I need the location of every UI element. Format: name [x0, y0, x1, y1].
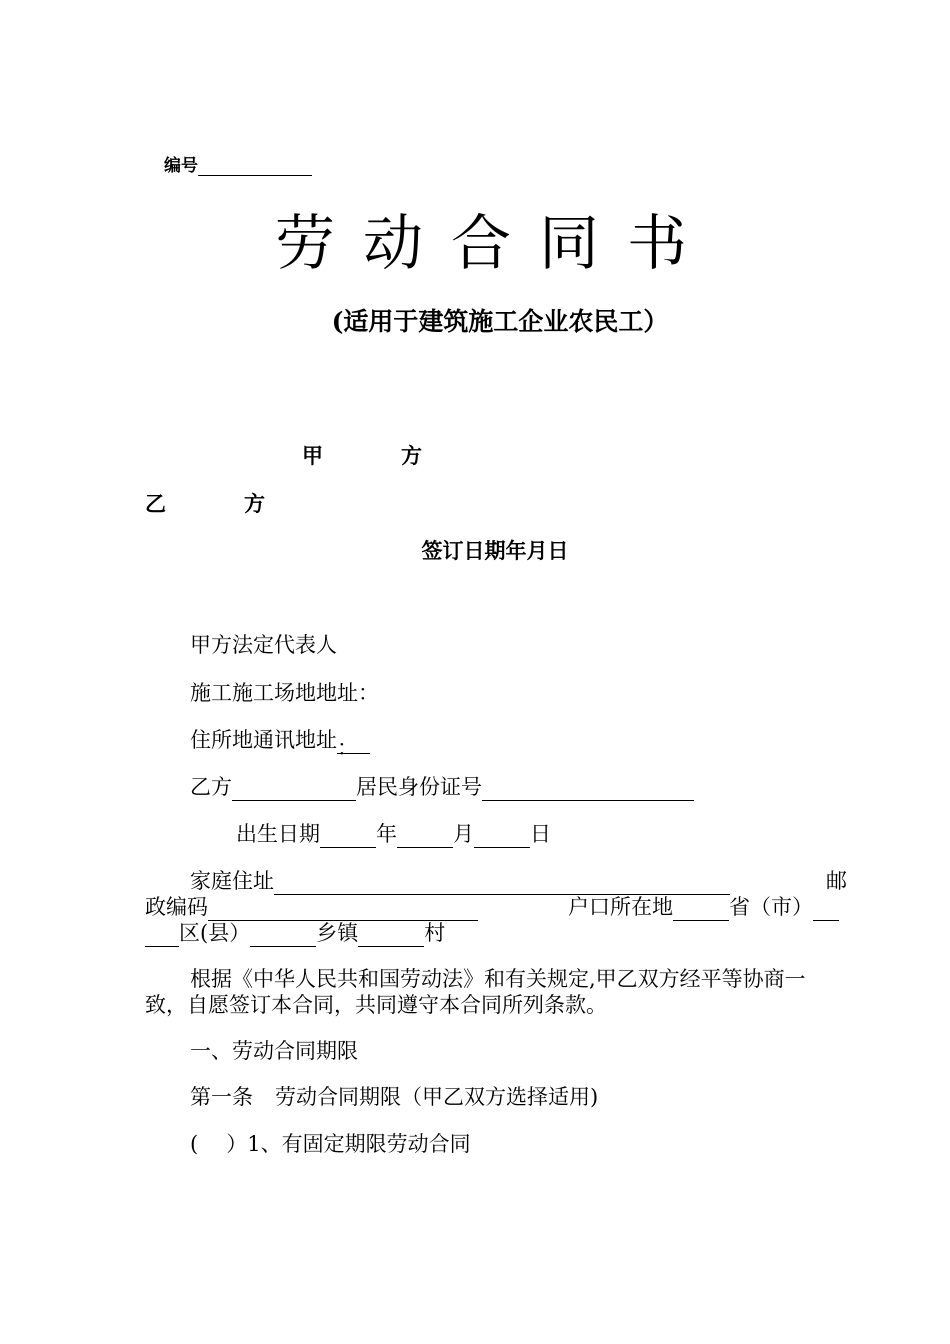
- section-heading: 一、劳动合同期限: [190, 1039, 358, 1063]
- province-label: 省（市）: [729, 895, 813, 919]
- sign-date: 签订日期年月日: [421, 538, 569, 563]
- district-blank[interactable]: [145, 925, 179, 947]
- residence-address-line: [190, 724, 370, 760]
- birth-month-blank[interactable]: [397, 826, 453, 848]
- party-b-name-label: 乙方: [190, 775, 232, 799]
- birth-day-blank[interactable]: [474, 826, 530, 848]
- birth-date-label: 出生日期: [236, 822, 320, 846]
- day-label: 日: [530, 822, 551, 846]
- document-title: 劳动合同书: [275, 209, 715, 279]
- party-a-label: [302, 440, 422, 470]
- option-1-text: ）1、有固定期限劳动合同: [226, 1132, 471, 1156]
- hukou-label: 户口所在地: [568, 895, 673, 919]
- intro-paragraph-line1: 根据《中华人民共和国劳动法》和有关规定,甲乙双方经平等协商一: [190, 967, 806, 991]
- construction-site-address-line: 施工施工场地地址：: [190, 681, 379, 705]
- hukou-province-blank[interactable]: [673, 899, 729, 921]
- birth-date-line: [236, 818, 551, 848]
- town-blank[interactable]: [250, 925, 316, 947]
- option-1-open-paren: (: [190, 1132, 199, 1156]
- postal-char1: 邮: [826, 869, 847, 893]
- article-1-text: 劳动合同期限（甲乙双方选择适用): [275, 1085, 599, 1109]
- residence-address-blank[interactable]: [337, 732, 370, 760]
- id-number-label: 居民身份证号: [356, 775, 482, 799]
- village-blank[interactable]: [358, 925, 424, 947]
- intro-paragraph-line2: 致，自愿签订本合同，共同遵守本合同所列条款。: [145, 993, 607, 1017]
- document-subtitle: (适用于建筑施工企业农民工）: [331, 307, 669, 336]
- year-label: 年: [376, 822, 397, 846]
- party-b-char2: 方: [244, 491, 265, 516]
- option-1[interactable]: [190, 1128, 471, 1158]
- article-1-number: 第一条: [190, 1085, 253, 1109]
- month-label: 月: [453, 822, 474, 846]
- birth-year-blank[interactable]: [320, 826, 376, 848]
- village-label: 村: [424, 921, 446, 945]
- id-number-blank[interactable]: [482, 779, 694, 801]
- party-a-char1: 甲: [302, 443, 323, 468]
- article-1: [190, 1081, 598, 1111]
- contract-number-blank[interactable]: [198, 158, 312, 176]
- town-label: 乡镇: [316, 921, 359, 945]
- party-b-label: [145, 488, 265, 518]
- party-a-char2: 方: [401, 443, 422, 468]
- contract-number: [164, 151, 312, 176]
- party-b-name-blank[interactable]: [232, 779, 356, 801]
- contract-number-label: 编号: [164, 156, 198, 176]
- legal-representative-line: 甲方法定代表人: [190, 633, 337, 657]
- residence-colon: ：: [337, 736, 358, 760]
- residence-address-label: 住所地通讯地址: [190, 728, 337, 752]
- district-label: 区(县）: [179, 921, 251, 945]
- district-line: [145, 917, 445, 947]
- party-b-char1: 乙: [145, 491, 166, 516]
- party-b-id-line: [190, 771, 694, 801]
- home-address-label: 家庭住址: [190, 869, 274, 893]
- postal-code-label: 政编码: [145, 895, 208, 919]
- hukou-city-blank[interactable]: [813, 899, 839, 921]
